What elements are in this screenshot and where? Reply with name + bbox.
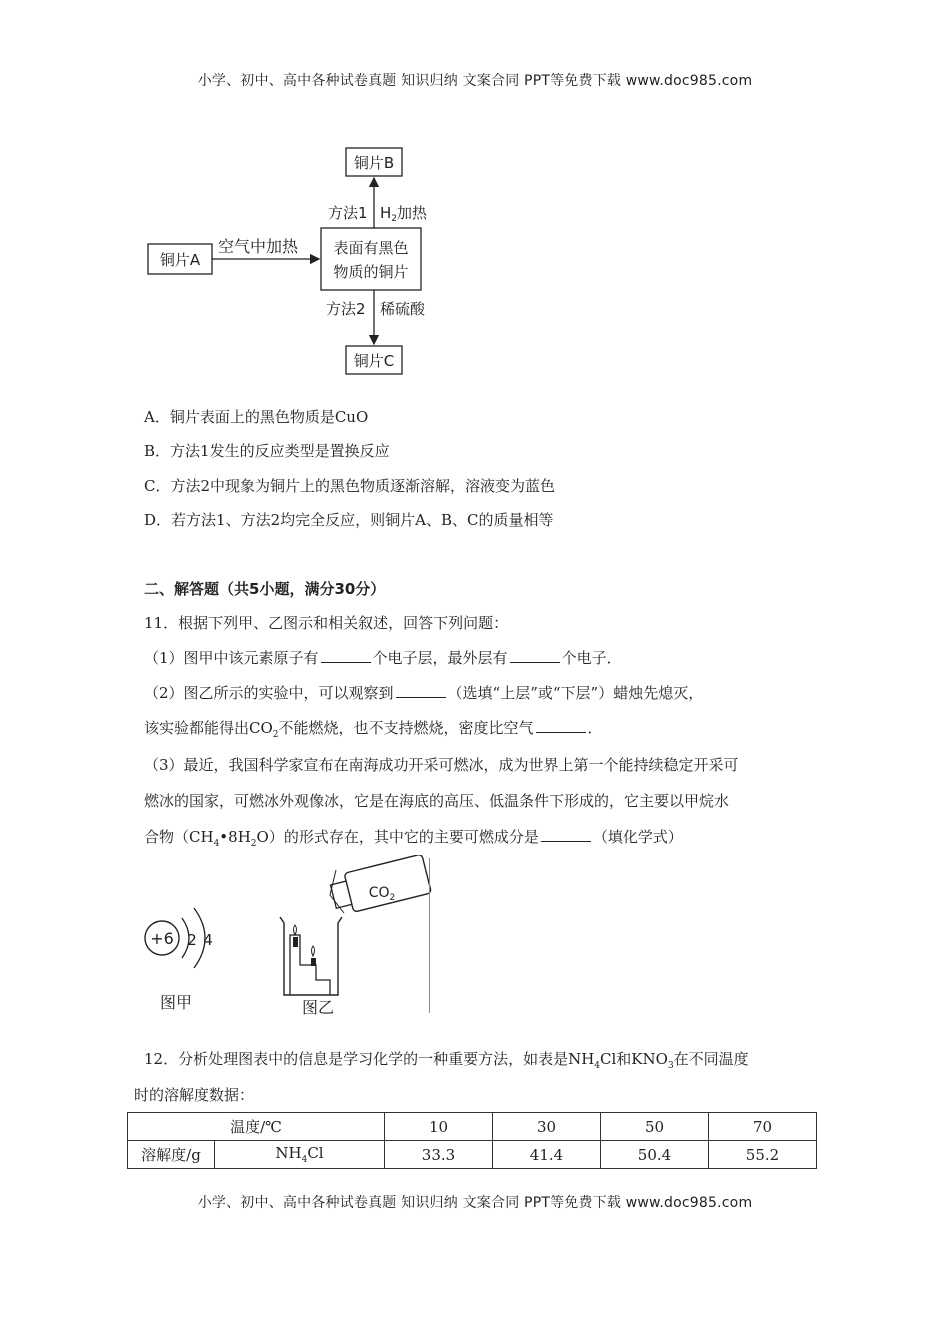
figure-yi-caption: 图乙 (301, 998, 335, 1017)
figure-jia-caption: 图甲 (159, 993, 193, 1012)
q11-intro: 11．根据下列甲、乙图示和相关叙述，回答下列问题： (144, 614, 509, 632)
q11-part3-line2: 燃冰的国家，可燃冰外观像冰，它是在海底的高压、低温条件下形成的，它主要以甲烷水 (144, 792, 730, 810)
beaker (280, 917, 342, 995)
figure-jia-atom (138, 890, 248, 1020)
temp-header-cell: 温度/℃ (128, 1113, 385, 1141)
method1-reagent: $H_2$加热 (380, 204, 428, 224)
copper-c-label: 铜片C (353, 352, 395, 370)
q12-line2: 时的溶解度数据： (134, 1086, 255, 1104)
electron-count-1: 2 (187, 931, 197, 949)
option-b: B．方法1发生的反应类型是置换反应 (144, 442, 390, 460)
option-c: C．方法2中现象为铜片上的黑色物质逐渐溶解，溶液变为蓝色 (144, 477, 556, 495)
value-cell: 50.4 (601, 1141, 709, 1169)
temp-cell: 10 (385, 1113, 493, 1141)
q11-part1: （1）图甲中该元素原子有 个电子层，最外层有 个电子． (144, 649, 622, 667)
upper-flame (294, 925, 297, 935)
option-a: A．铜片表面上的黑色物质是CuO (144, 408, 369, 426)
blank-1 (321, 648, 371, 663)
solubility-table (127, 1112, 817, 1169)
center-line2: 物质的铜片 (333, 263, 409, 281)
nucleus-charge: +6 (150, 929, 174, 948)
lower-candle (311, 958, 316, 966)
center-line1: 表面有黑色 (333, 239, 409, 257)
copper-a-label: 铜片A (159, 251, 201, 269)
temp-cell: 50 (601, 1113, 709, 1141)
q11-part3-line1: （3）最近，我国科学家宣布在南海成功开采可燃冰，成为世界上第一个能持续稳定开采可 (144, 756, 739, 774)
value-cell: 41.4 (493, 1141, 601, 1169)
value-cell: 55.2 (709, 1141, 817, 1169)
table-row (128, 1141, 817, 1169)
row-label-cell: 溶解度/g (128, 1141, 215, 1169)
q11-part2-line2: 该实验都能得出$CO_2$不能燃烧，也不支持燃烧，密度比空气 ． (144, 719, 603, 740)
page-footer: 小学、初中、高中各种试卷真题 知识归纳 文案合同 PPT等免费下载 www.doc985.com (197, 1195, 753, 1211)
q11-part3-line3: 合物$(CH_4•8H_2O)$的形式存在，其中它的主要可燃成分是 （填化学式） (144, 828, 683, 849)
figure-divider (429, 858, 430, 1013)
method2-label: 方法2 (326, 300, 366, 318)
method2-reagent: 稀硫酸 (380, 300, 426, 318)
co2-label: $CO_2$ (368, 885, 396, 903)
upper-candle (293, 937, 298, 947)
value-cell: 33.3 (385, 1141, 493, 1169)
copper-flow-diagram (140, 140, 460, 380)
table-row (128, 1113, 817, 1141)
figure-yi-beaker (270, 855, 440, 1020)
blank-4 (536, 718, 586, 733)
page-header: 小学、初中、高中各种试卷真题 知识归纳 文案合同 PPT等免费下载 www.doc985.com (197, 73, 753, 89)
q12-line1: 12．分析处理图表中的信息是学习化学的一种重要方法，如表是$NH_4Cl$和$KNO_3$在不同温度 (144, 1050, 749, 1071)
temp-cell: 70 (709, 1113, 817, 1141)
method1-label: 方法1 (328, 204, 368, 222)
substance-cell: $NH_4Cl$ (215, 1141, 385, 1169)
section-title: 二、解答题（共5小题，满分30分） (144, 580, 386, 598)
electron-count-2: 4 (203, 931, 213, 949)
lower-flame (312, 946, 315, 956)
co2-bottle (344, 855, 431, 912)
blank-2 (510, 648, 560, 663)
copper-b-label: 铜片B (353, 154, 395, 172)
blank-5 (541, 827, 591, 842)
option-d: D．若方法1、方法2均完全反应，则铜片A、B、C的质量相等 (144, 511, 554, 529)
temp-cell: 30 (493, 1113, 601, 1141)
air-heat-label: 空气中加热 (218, 237, 299, 256)
q11-part2-line1: （2）图乙所示的实验中，可以观察到 （选填“上层”或“下层”）蜡烛先熄灭， (144, 684, 704, 702)
blank-3 (396, 683, 446, 698)
